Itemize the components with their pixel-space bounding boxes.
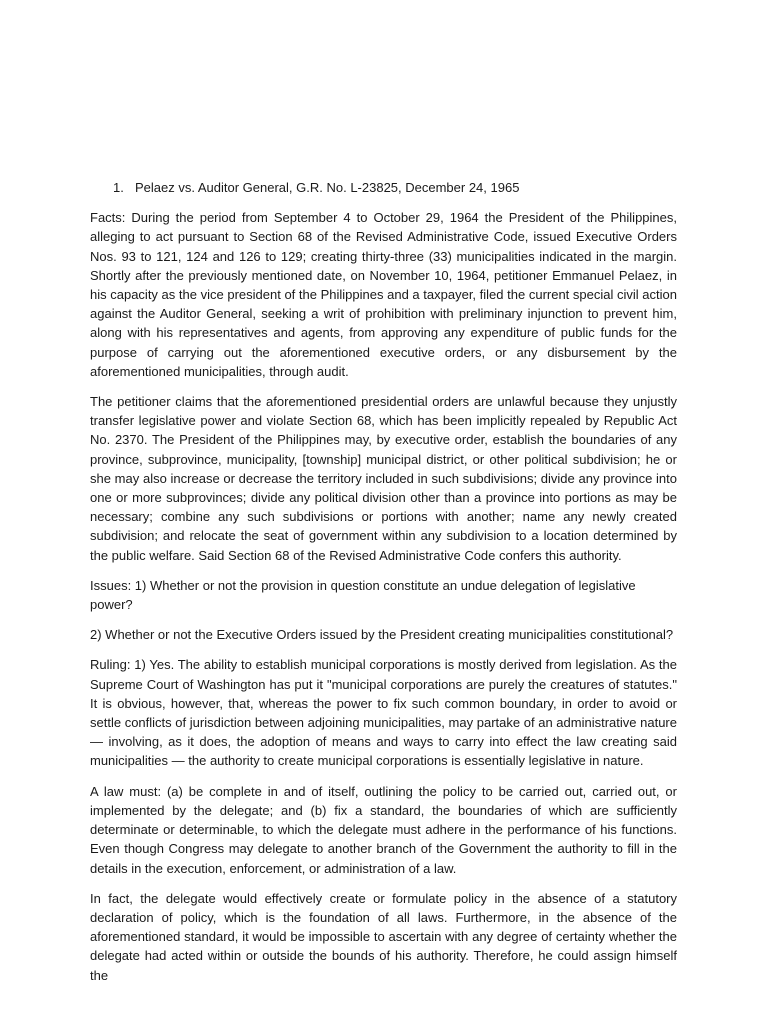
document-body <box>90 178 677 996</box>
facts-paragraph: Facts: During the period from September 4 to October 29, 1964 the President of the Philippines, alleging to act pursuant to Section 68 of the Revised Administrative Code, issued Executive Orders Nos. 93 to 121, 124 and 126 to 129; creating thirty-three (33) municipalities indicated in the margin. Shortly after the previously mentioned date, on November 10, 1964, petitioner Emmanuel Pelaez, in his capacity as the vice president of the Philippines and a taxpayer, filed the current special civil action against the Auditor General, seeking a writ of prohibition with preliminary injunction to prevent him, along with his representatives and agents, from approving any expenditure of public funds for the purpose of carrying out the aforementioned executive orders, or any disbursement by the aforementioned municipalities, through audit. <box>90 210 677 379</box>
list-number: 1. <box>113 180 124 195</box>
case-heading <box>90 178 677 197</box>
petitioner-claims-paragraph: The petitioner claims that the aforementioned presidential orders are unlawful because they unjustly transfer legislative power and violate Section 68, which has been implicitly repealed by Republic Act No. 2370. The President of the Philippines may, by executive order, establish the boundaries of any province, subprovince, municipality, [township] municipal district, or other political subdivision; he or she may also increase or decrease the territory included in such subdivisions; divide any province into one or more subprovinces; divide any political division other than a province into portions as may be necessary; combine any such subdivisions or portions with another; name any newly created subdivision; and relocate the seat of government within any subdivision to a location determined by the public welfare. Said Section 68 of the Revised Administrative Code confers this authority. <box>90 394 677 563</box>
ruling-paragraph: Ruling: 1) Yes. The ability to establish municipal corporations is mostly derived from legislation. As the Supreme Court of Washington has put it "municipal corporations are purely the creatures of statutes." It is obvious, however, that, whereas the power to fix such common boundary, in order to avoid or settle conflicts of jurisdiction between adjoining municipalities, may partake of an administrative nature — involving, as it does, the adoption of means and ways to carry into effect the law creating said municipalities — the authority to create municipal corporations is essentially legislative in nature. <box>90 657 677 769</box>
issue-two-paragraph: 2) Whether or not the Executive Orders issued by the President creating municipalities constitutional? <box>90 627 674 643</box>
law-requirements-paragraph: A law must: (a) be complete in and of itself, outlining the policy to be carried out, carried out, or implemented by the delegate; and (b) fix a standard, the boundaries of which are sufficiently determinate or determinable, to which the delegate must adhere in the performance of his functions. Even though Congress may delegate to another branch of the Government the authority to fill in the details in the execution, enforcement, or administration of a law. <box>90 783 677 876</box>
issue-one-paragraph: Issues: 1) Whether or not the provision in question constitute an undue delegation of legislative power? <box>90 577 636 613</box>
case-title: Pelaez vs. Auditor General, G.R. No. L-23825, December 24, 1965 <box>135 180 520 195</box>
delegate-policy-paragraph: In fact, the delegate would effectively create or formulate policy in the absence of a statutory declaration of policy, which is the foundation of all laws. Furthermore, in the absence of the aforementioned standard, it would be impossible to ascertain with any degree of certainty whether the delegate had acted within or outside the bounds of his authority. Therefore, he could assign himself the <box>90 890 677 983</box>
